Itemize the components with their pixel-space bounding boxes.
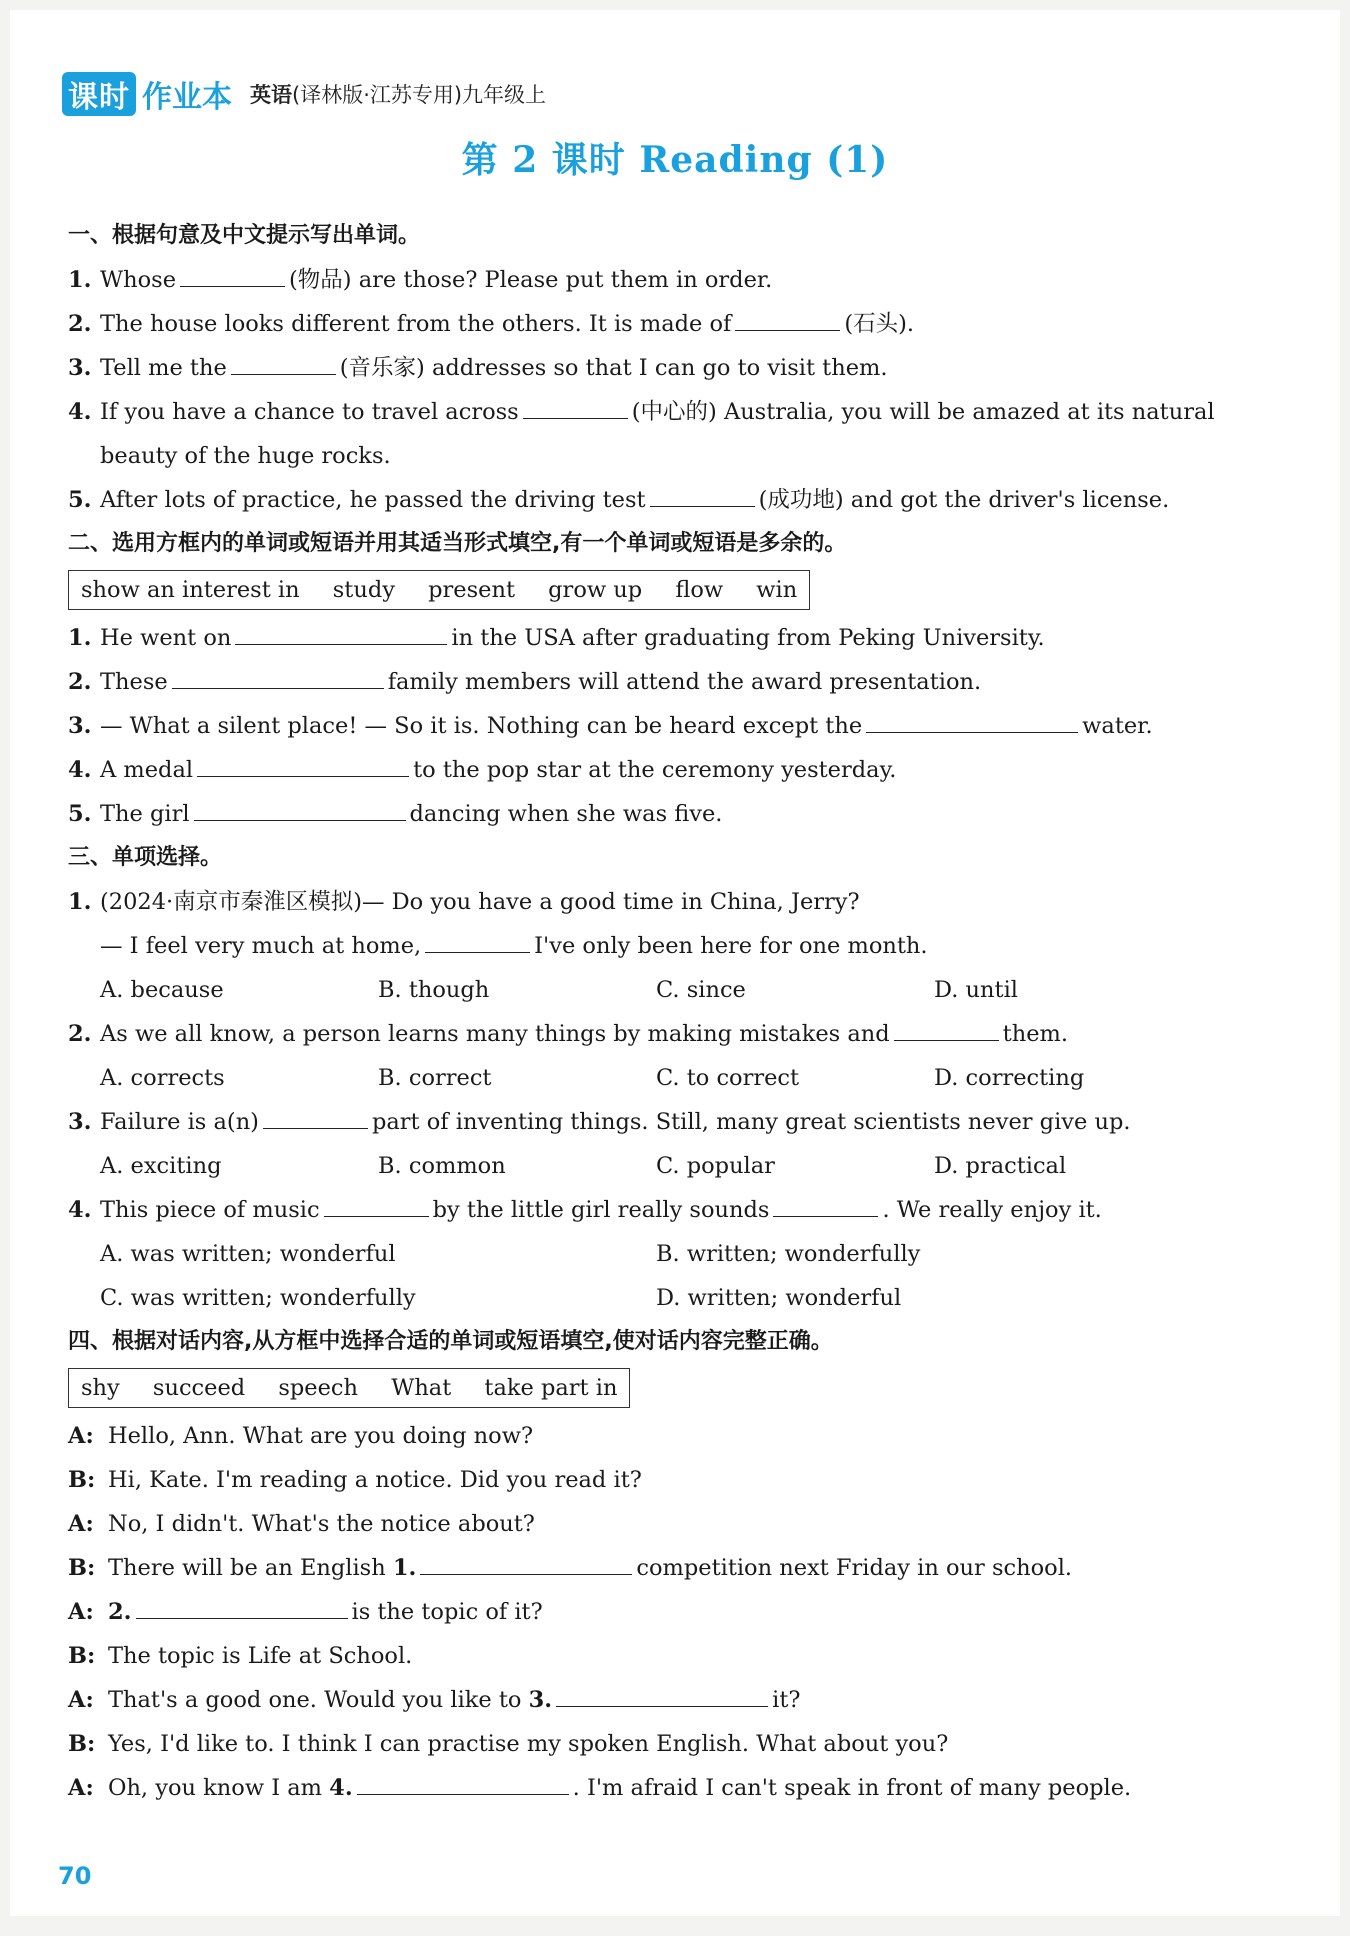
- question-text: (中心的) Australia, you will be amazed at its natural beauty of the huge rocks.: [100, 399, 1215, 469]
- dialogue-line: [68, 1590, 1288, 1634]
- dialogue-text: Oh, you know I am: [108, 1775, 323, 1801]
- option-d[interactable]: D. practical: [934, 1153, 1067, 1179]
- question-text: A medal: [100, 757, 194, 783]
- answer-blank[interactable]: [194, 794, 406, 821]
- answer-blank[interactable]: [231, 348, 336, 375]
- answer-blank[interactable]: [894, 1014, 999, 1041]
- subject-detail: (译林版·江苏专用)九年级上: [292, 83, 547, 107]
- option-a[interactable]: A. because: [100, 977, 224, 1003]
- question-number: 1.: [68, 267, 92, 293]
- s3-question-1-line-2: [68, 924, 1288, 968]
- answer-blank[interactable]: [523, 392, 628, 419]
- question-text: (音乐家) addresses so that I can go to visit them.: [339, 355, 888, 381]
- dialogue-text: Hello, Ann. What are you doing now?: [108, 1423, 534, 1449]
- question-number: 5.: [68, 487, 92, 513]
- dialogue-line: [68, 1546, 1288, 1590]
- speaker: B:: [68, 1731, 96, 1757]
- dialogue-text: competition next Friday in our school.: [636, 1555, 1073, 1581]
- option-b[interactable]: B. though: [378, 977, 490, 1003]
- word-box: [68, 570, 810, 610]
- word-option: win: [756, 577, 798, 603]
- word-option: What: [391, 1375, 452, 1401]
- question-text: part of inventing things. Still, many great scientists never give up.: [371, 1109, 1131, 1135]
- blank-number: 1.: [392, 1555, 417, 1581]
- word-option: shy: [81, 1375, 120, 1401]
- question-number: 5.: [68, 801, 92, 827]
- header: [62, 72, 546, 116]
- answer-blank[interactable]: [197, 750, 409, 777]
- option-b[interactable]: B. correct: [378, 1065, 492, 1091]
- options-row: [68, 968, 1288, 1012]
- answer-blank[interactable]: [172, 662, 384, 689]
- options-row: [68, 1056, 1288, 1100]
- word-option: succeed: [152, 1375, 246, 1401]
- answer-blank[interactable]: [420, 1548, 632, 1575]
- dialogue-line: [68, 1634, 1288, 1678]
- question-number: 3.: [68, 1109, 92, 1135]
- dialogue-line: [68, 1458, 1288, 1502]
- options-row: [68, 1276, 1288, 1320]
- word-option: study: [332, 577, 395, 603]
- s1-question-4: [68, 390, 1288, 478]
- question-text: (石头).: [844, 311, 915, 337]
- question-number: 2.: [68, 1021, 92, 1047]
- brand-logo: [62, 72, 232, 116]
- option-c[interactable]: C. since: [656, 977, 746, 1003]
- dialogue-line: [68, 1502, 1288, 1546]
- speaker: A:: [68, 1775, 94, 1801]
- dialogue-text: Hi, Kate. I'm reading a notice. Did you read it?: [108, 1467, 642, 1493]
- answer-blank[interactable]: [357, 1768, 569, 1795]
- word-option: speech: [278, 1375, 359, 1401]
- s2-question-4: [68, 748, 1288, 792]
- question-text: The house looks different from the others. It is made of: [100, 311, 732, 337]
- question-number: 4.: [68, 757, 92, 783]
- question-text: by the little girl really sounds: [432, 1197, 770, 1223]
- dialogue-text: No, I didn't. What's the notice about?: [108, 1511, 535, 1537]
- option-b[interactable]: B. common: [378, 1153, 506, 1179]
- question-number: 1.: [68, 625, 92, 651]
- section-1-heading: 一、根据句意及中文提示写出单词。: [68, 223, 421, 248]
- option-a[interactable]: A. exciting: [100, 1153, 222, 1179]
- section-2-heading: 二、选用方框内的单词或短语并用其适当形式填空,有一个单词或短语是多余的。: [68, 531, 847, 556]
- dialogue-text: Yes, I'd like to. I think I can practise my spoken English. What about you?: [108, 1731, 949, 1757]
- brand-box: 课时: [62, 72, 136, 116]
- speaker: A:: [68, 1687, 94, 1713]
- page-title: 第 2 课时 Reading (1): [461, 139, 889, 181]
- question-text: I've only been here for one month.: [534, 933, 928, 959]
- speaker: B:: [68, 1643, 96, 1669]
- subject-bold: 英语: [250, 83, 292, 107]
- exercise-content: [68, 214, 1288, 1810]
- word-box: [68, 1368, 630, 1408]
- s3-question-2: [68, 1012, 1288, 1056]
- page-number: 70: [58, 1862, 92, 1890]
- dialogue-line: [68, 1722, 1288, 1766]
- dialogue-text: That's a good one. Would you like to: [108, 1687, 522, 1713]
- question-text: This piece of music: [100, 1197, 320, 1223]
- s1-question-2: [68, 302, 1288, 346]
- option-c[interactable]: C. was written; wonderfully: [100, 1285, 416, 1311]
- question-text: Failure is a(n): [100, 1109, 259, 1135]
- question-text: After lots of practice, he passed the driving test: [100, 487, 646, 513]
- dialogue-line: [68, 1678, 1288, 1722]
- word-option: flow: [675, 577, 724, 603]
- dialogue-text: There will be an English: [108, 1555, 386, 1581]
- word-option: show an interest in: [81, 577, 300, 603]
- question-text: If you have a chance to travel across: [100, 399, 519, 425]
- brand-text: 作业本: [142, 80, 232, 115]
- answer-blank[interactable]: [735, 304, 840, 331]
- answer-blank[interactable]: [180, 260, 285, 287]
- s2-question-2: [68, 660, 1288, 704]
- question-text: (成功地) and got the driver's license.: [758, 487, 1170, 513]
- word-option: take part in: [484, 1375, 618, 1401]
- dialogue-text: is the topic of it?: [351, 1599, 543, 1625]
- worksheet-page: [10, 10, 1340, 1916]
- speaker: A:: [68, 1511, 94, 1537]
- question-text: Whose: [100, 267, 177, 293]
- s2-question-5: [68, 792, 1288, 836]
- question-text: As we all know, a person learns many things by making mistakes and: [100, 1021, 890, 1047]
- option-d[interactable]: D. correcting: [934, 1065, 1085, 1091]
- s1-question-5: [68, 478, 1288, 522]
- answer-blank[interactable]: [650, 480, 755, 507]
- answer-blank[interactable]: [136, 1592, 348, 1619]
- speaker: A:: [68, 1423, 94, 1449]
- s2-question-1: [68, 616, 1288, 660]
- option-c[interactable]: C. popular: [656, 1153, 775, 1179]
- s1-question-1: [68, 258, 1288, 302]
- question-text: (物品) are those? Please put them in order.: [289, 267, 773, 293]
- question-text: them.: [1002, 1021, 1068, 1047]
- options-row: [68, 1232, 1288, 1276]
- s3-question-3: [68, 1100, 1288, 1144]
- word-option: present: [428, 577, 515, 603]
- question-text: These: [100, 669, 168, 695]
- question-text: The girl: [100, 801, 190, 827]
- dialogue-text: . I'm afraid I can't speak in front of many people.: [572, 1775, 1132, 1801]
- question-number: 3.: [68, 355, 92, 381]
- speaker: B:: [68, 1555, 96, 1581]
- section-4-heading: 四、根据对话内容,从方框中选择合适的单词或短语填空,使对话内容完整正确。: [68, 1329, 833, 1354]
- s1-question-3: [68, 346, 1288, 390]
- speaker: A:: [68, 1599, 94, 1625]
- question-text: water.: [1082, 713, 1153, 739]
- word-option: grow up: [548, 577, 643, 603]
- question-text: dancing when she was five.: [409, 801, 723, 827]
- question-text: . We really enjoy it.: [882, 1197, 1102, 1223]
- options-row: [68, 1144, 1288, 1188]
- dialogue-text: it?: [772, 1687, 801, 1713]
- s3-question-4: [68, 1188, 1288, 1232]
- answer-blank[interactable]: [425, 926, 530, 953]
- answer-blank[interactable]: [556, 1680, 768, 1707]
- dialogue-line: [68, 1414, 1288, 1458]
- blank-number: 4.: [329, 1775, 353, 1801]
- question-text: Tell me the: [100, 355, 227, 381]
- answer-blank[interactable]: [263, 1102, 368, 1129]
- option-a[interactable]: A. corrects: [100, 1065, 225, 1091]
- dialogue-line: [68, 1766, 1288, 1810]
- question-number: 2.: [68, 311, 92, 337]
- speaker: B:: [68, 1467, 96, 1493]
- option-d[interactable]: D. written; wonderful: [656, 1285, 902, 1311]
- question-text: — I feel very much at home,: [100, 933, 422, 959]
- answer-blank[interactable]: [866, 706, 1078, 733]
- blank-number: 2.: [108, 1599, 132, 1625]
- question-number: 4.: [68, 399, 92, 425]
- answer-blank[interactable]: [235, 618, 447, 645]
- subject-label: [250, 79, 546, 109]
- s3-question-1: [68, 880, 1288, 924]
- question-text: family members will attend the award presentation.: [387, 669, 982, 695]
- option-c[interactable]: C. to correct: [656, 1065, 800, 1091]
- question-text: in the USA after graduating from Peking University.: [451, 625, 1045, 651]
- question-number: 3.: [68, 713, 92, 739]
- question-number: 2.: [68, 669, 92, 695]
- option-d[interactable]: D. until: [934, 977, 1018, 1003]
- question-text: to the pop star at the ceremony yesterday.: [413, 757, 897, 783]
- option-b[interactable]: B. written; wonderfully: [656, 1241, 921, 1267]
- option-a[interactable]: A. was written; wonderful: [100, 1241, 396, 1267]
- question-number: 4.: [68, 1197, 92, 1223]
- blank-number: 3.: [528, 1687, 553, 1713]
- section-3-heading: 三、单项选择。: [68, 845, 223, 870]
- answer-blank[interactable]: [773, 1190, 878, 1217]
- question-text: — What a silent place! — So it is. Nothing can be heard except the: [100, 713, 863, 739]
- question-text: (2024·南京市秦淮区模拟)— Do you have a good time in China, Jerry?: [100, 889, 860, 915]
- s2-question-3: [68, 704, 1288, 748]
- dialogue-text: The topic is Life at School.: [108, 1643, 413, 1669]
- question-text: He went on: [100, 625, 232, 651]
- answer-blank[interactable]: [324, 1190, 429, 1217]
- question-number: 1.: [68, 889, 92, 915]
